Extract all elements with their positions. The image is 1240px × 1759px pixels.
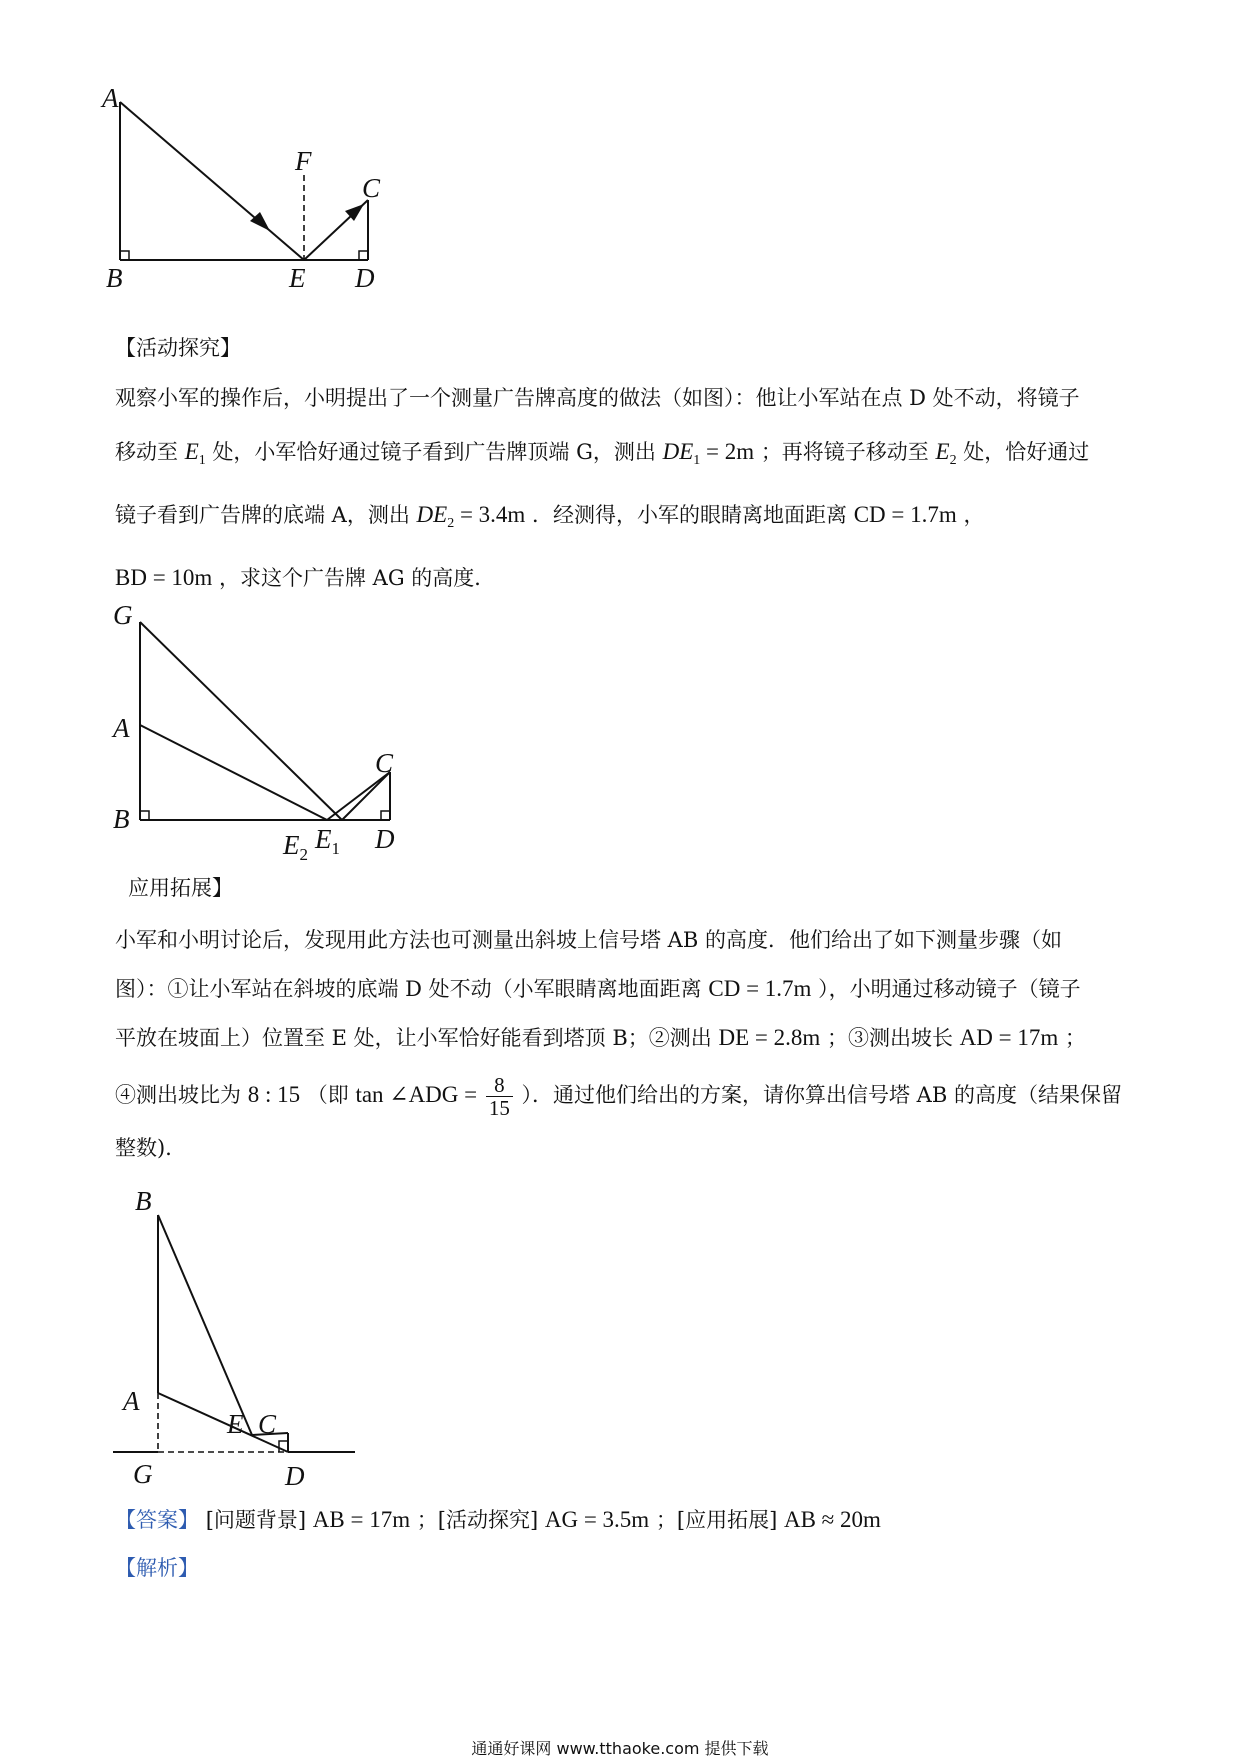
label-e: E [289, 263, 306, 293]
label-a: A [102, 85, 119, 113]
math-de: DE = 2.8m [718, 1025, 821, 1050]
text-span: ；[活动探究] [416, 1508, 539, 1532]
label-g: G [133, 1459, 153, 1489]
activity-line-2 [115, 437, 1125, 471]
text-span: ④测出坡比为 [115, 1083, 241, 1107]
text-span: ； [1064, 1026, 1086, 1050]
label-a: A [113, 713, 130, 743]
text-span: 镜子看到广告牌的底端 A，测出 [115, 503, 410, 527]
text-span: 平放在坡面上）位置至 E 处，让小军恰好能看到塔顶 B；②测出 [115, 1026, 712, 1050]
label-e2: $E_2$ [283, 830, 308, 860]
text-span: 观察小军的操作后，小明提出了一个测量广告牌高度的做法（如图）：他让小军站在点 D 处不动，将镜子 [115, 386, 1080, 410]
label-c: C [375, 748, 394, 778]
math-cd: CD = 1.7m [708, 976, 812, 1001]
math-cd: CD = 1.7m [853, 502, 957, 527]
label-e1: $E_1$ [315, 824, 340, 858]
math-de2: $DE_2 = 3.4m$ [416, 502, 526, 531]
fraction-8-15: $\frac{8}{15}$ [486, 1074, 513, 1119]
math-tan: tan ∠ADG = [355, 1082, 478, 1107]
text-span: ，求这个广告牌 AG 的高度． [219, 566, 496, 590]
ray-g-e1 [140, 622, 342, 820]
page-footer: 通通好课网 www.tthaoke.com 提供下载 [471, 1739, 769, 1758]
figure-3-slope-tower-diagram [105, 1165, 365, 1495]
text-span: ；③测出坡长 [826, 1026, 953, 1050]
label-f: F [295, 146, 312, 176]
activity-line-4 [115, 563, 1125, 593]
math-de1: $DE_1 = 2m$ [662, 439, 755, 468]
right-angle-d [359, 251, 368, 260]
text-span: ）．通过他们给出的方案，请你算出信号塔 AB 的高度（结果保留 [521, 1083, 1122, 1107]
text-span: 小军和小明讨论后，发现用此方法也可测量出斜坡上信号塔 AB 的高度．他们给出了如下测量步骤（如 [115, 928, 1062, 952]
math-e2: $E_2$ [935, 439, 957, 468]
label-a: A [123, 1386, 140, 1416]
application-line-2 [115, 974, 1125, 1004]
math-ad: AD = 17m [959, 1025, 1059, 1050]
label-d: D [355, 263, 375, 293]
right-angle-d [381, 811, 390, 820]
label-b: B [135, 1186, 152, 1216]
section-heading-application: 应用拓展】 [128, 876, 233, 900]
ray-b-e [158, 1215, 252, 1435]
arrow-head-ae [250, 212, 270, 231]
text-span: ；再将镜子移动至 [760, 440, 929, 464]
math-bd: BD = 10m [115, 565, 213, 590]
answer-line [115, 1505, 1125, 1535]
figure-1-mirror-diagram [100, 85, 460, 325]
text-span: ， [963, 503, 985, 527]
label-c: C [362, 173, 381, 203]
analysis-tag: 【解析】 [115, 1556, 199, 1580]
text-span: ），小明通过移动镜子（镜子 [818, 977, 1081, 1001]
application-line-1 [115, 925, 1125, 955]
application-line-4 [115, 1074, 1125, 1119]
label-b: B [106, 263, 123, 293]
text-span: 处，恰好通过 [963, 440, 1090, 464]
ray-a-e [120, 102, 304, 260]
ray-e1-c [342, 772, 390, 820]
label-d: D [285, 1461, 305, 1491]
right-angle-b [140, 811, 149, 820]
application-line-3 [115, 1023, 1125, 1053]
activity-line-3 [115, 500, 1125, 534]
text-span: （即 [306, 1083, 349, 1107]
math-e1: $E_1$ [184, 439, 206, 468]
math-ab-approx: AB ≈ 20m [783, 1507, 881, 1532]
section-heading-activity: 【活动探究】 [115, 336, 241, 360]
label-c: C [258, 1409, 277, 1439]
text-span: ；[应用拓展] [655, 1508, 778, 1532]
math-ab: AB = 17m [312, 1507, 411, 1532]
text-span: 处，小军恰好通过镜子看到广告牌顶端 G，测出 [212, 440, 656, 464]
math-ag: AG = 3.5m [544, 1507, 650, 1532]
application-line-5 [115, 1133, 1125, 1163]
text-span: [问题背景] [205, 1508, 307, 1532]
text-span: 整数)． [115, 1136, 187, 1160]
math-ratio: 8 : 15 [247, 1082, 301, 1107]
ray-a-e2 [140, 725, 327, 820]
label-d: D [375, 824, 395, 854]
answer-tag: 【答案】 [115, 1508, 199, 1532]
label-e: E [227, 1409, 244, 1439]
text-span: ．经测得，小军的眼睛离地面距离 [532, 503, 848, 527]
text-span: 图）：①让小军站在斜坡的底端 D 处不动（小军眼睛离地面距离 [115, 977, 702, 1001]
text-span: 移动至 [115, 440, 178, 464]
label-g: G [113, 600, 133, 630]
label-b: B [113, 804, 130, 834]
figure-2-billboard-diagram [105, 600, 465, 860]
activity-line-1 [115, 383, 1125, 413]
right-angle-b [120, 251, 129, 260]
